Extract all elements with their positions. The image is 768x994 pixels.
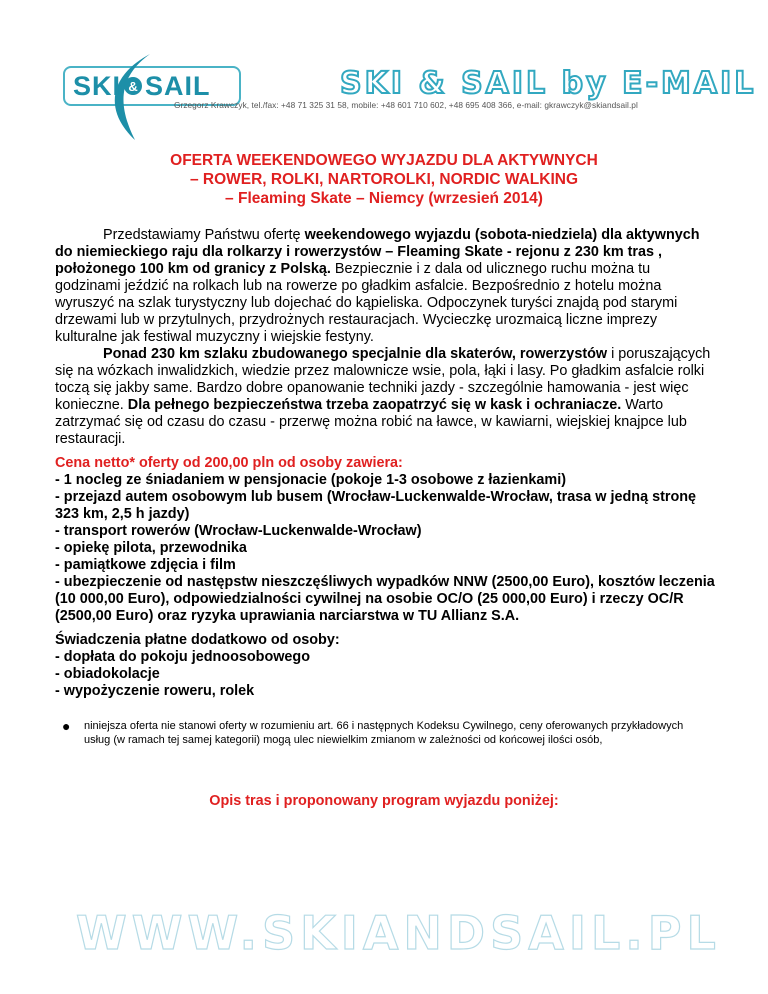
logo-ampersand: & — [124, 77, 142, 95]
price-item: - przejazd autem osobowym lub busem (Wrocław-Luckenwalde-Wrocław, trasa w jedną stronę 323 km, 2,5 h jazdy) — [55, 489, 697, 522]
intro-p2-a: Ponad 230 km szlaku zbudowanego specjalnie dla skaterów, rowerzystów — [103, 346, 608, 362]
intro-p2-c: Dla pełnego bezpieczeństwa trzeba zaopatrzyć się w kask i ochraniacze. — [127, 397, 622, 413]
price-section — [55, 455, 715, 625]
price-item: - opiekę pilota, przewodnika — [55, 540, 247, 556]
offer-title-line1: OFERTA WEEKENDOWEGO WYJAZDU DLA AKTYWNYCH — [170, 152, 598, 169]
extra-item: - dopłata do pokoju jednoosobowego — [55, 649, 311, 665]
header-title: SKI & SAIL by E-MAIL — [340, 66, 757, 101]
website-watermark: WWW.SKIANDSAIL.PL — [76, 906, 721, 960]
note-bullet — [62, 718, 704, 747]
price-item: - pamiątkowe zdjęcia i film — [55, 557, 236, 573]
extra-item: - wypożyczenie roweru, rolek — [55, 683, 255, 699]
price-item: - transport rowerów (Wrocław-Luckenwalde-Wrocław) — [55, 523, 422, 539]
contact-info: Grzegorz Krawczyk, tel./fax: +48 71 325 31 58, mobile: +48 601 710 602, +48 695 408 366, e-mail: gkrawczyk@skiandsail.pl — [174, 100, 638, 110]
intro-paragraph-2 — [55, 346, 715, 448]
logo-sail-text: SAIL — [145, 70, 211, 101]
price-item: - ubezpieczenie od następstw nieszczęśliwych wypadków NNW (2500,00 Euro), kosztów leczenia (10 000,00 Euro), odpowiedzialności cywilnej na osobie OC/O (25 000,00 Euro) i rzeczy OC/R (2500,00 Euro) oraz ryzyka uprawiania narciarstwa w TU Allianz S.A. — [55, 574, 715, 624]
intro-p1-a: Przedstawiamy Państwu ofertę — [103, 227, 305, 243]
logo-ski-text: SKI — [73, 70, 122, 101]
extra-heading: Świadczenia płatne dodatkowo od osoby: — [55, 632, 340, 648]
extra-section — [55, 632, 715, 700]
intro-p2-b: i poruszających się na wózkach inwalidzkich, wiedzie przez malownicze wsie, pola, łąki i lasy. Po gładkim asfalcie rolki toczą się jakby same. Bardzo dobre opanowanie techniki jazdy - szczególnie hamowania - jest więc konieczne. — [55, 346, 711, 413]
note-text: niniejsza oferta nie stanowi oferty w rozumieniu art. 66 i następnych Kodeksu Cywilnego, ceny oferowanych przykładowych usług (w ramach tej samej kategorii) mogą ulec niewielkim zmianom w zależności od końcowej ilości osób, — [84, 720, 684, 746]
intro-p1-c: Bezpiecznie i z dala od ulicznego ruchu można tu godzinami jeździć na rolkach lub na rowerze po gładkim asfalcie. Bezpośrednio z hotelu można wyruszyć na szlak turystyczny lub dojechać do kąpieliska. Odpoczynek turyści znajdą pod starymi drzewami lub w przytulnych, przydrożnych restauracjach. Wycieczkę urozmaicą liczne imprezy kulturalne jak festiwal muzyczny i wiejskie festyny. — [55, 261, 678, 345]
program-heading: Opis tras i proponowany program wyjazdu poniżej: — [209, 793, 559, 809]
offer-title-line2: – ROWER, ROLKI, NARTOROLKI, NORDIC WALKING — [189, 171, 579, 188]
extra-item: - obiadokolacje — [55, 666, 160, 682]
bullet-dot-icon: ● — [62, 718, 71, 734]
offer-title — [60, 151, 708, 208]
intro-p1-b: weekendowego wyjazdu (sobota-niedziela) dla aktywnych do niemieckiego raju dla rolkarzy i rowerzystów – Fleaming Skate - rejonu z 230 km tras , położonego 100 km od granicy z Polską. — [55, 227, 700, 277]
intro-p2-d: Warto zatrzymać się od czasu do czasu - przerwę można robić na ławce, w kawiarni, wiejskiej knajpce lub restauracji. — [55, 397, 687, 447]
offer-title-line3: – Fleaming Skate – Niemcy (wrzesień 2014) — [225, 190, 543, 207]
intro-text — [55, 227, 715, 448]
intro-paragraph-1 — [55, 227, 715, 346]
price-item: - 1 nocleg ze śniadaniem w pensjonacie (pokoje 1-3 osobowe z łazienkami) — [55, 472, 567, 488]
price-heading: Cena netto* oferty od 200,00 pln od osoby zawiera: — [55, 455, 403, 471]
